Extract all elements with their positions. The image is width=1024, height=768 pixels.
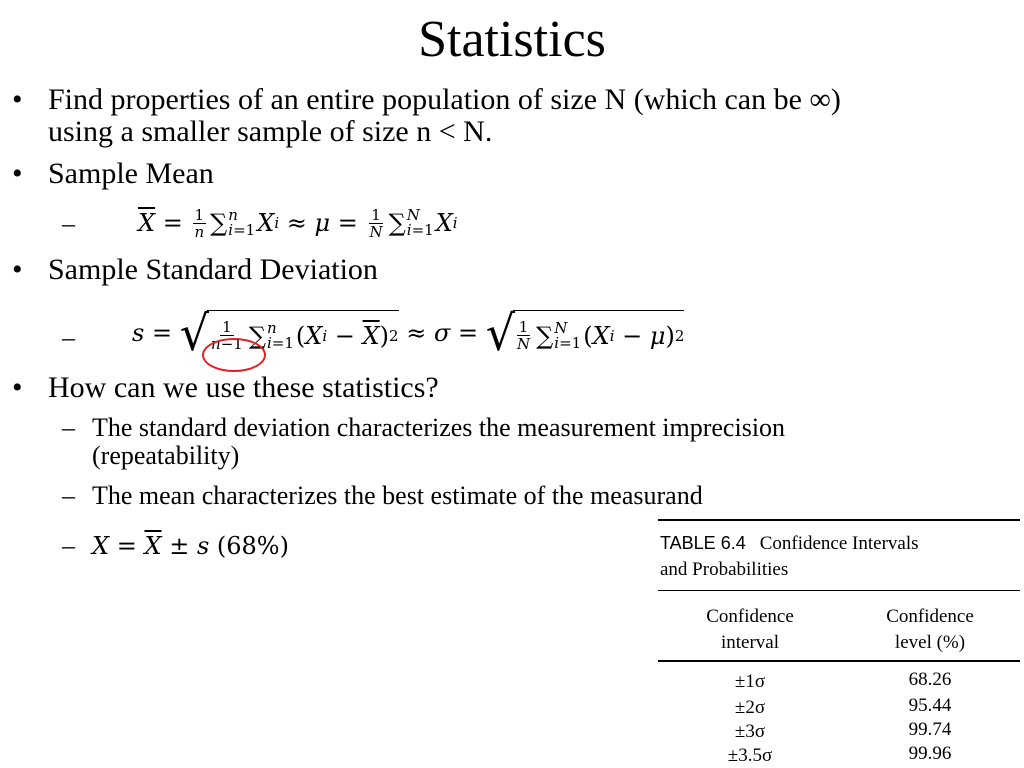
bullet-how-use: How can we use these statistics? <box>48 371 439 404</box>
table-header-bottom-rule <box>658 660 1020 662</box>
table-caption-line2: and Probabilities <box>660 559 789 580</box>
result-equation: X = $\overline{X}$ ± s (68%) <box>92 532 289 560</box>
table-cell-interval: ±2σ <box>734 697 766 718</box>
dash-marker: – <box>62 413 75 442</box>
table-top-rule <box>658 519 1020 521</box>
table-header-top-rule <box>658 590 1020 591</box>
table-cell-interval: ±3.5σ <box>727 745 773 766</box>
table-header-level: Confidence level (%) <box>886 606 974 653</box>
table-cell-level: 99.74 <box>908 719 952 740</box>
dash-marker: – <box>62 481 75 510</box>
sample-mean-equation: $\overline{X}$ = $\frac{1}{n}$ ∑ n i=1 X i ≈ μ = $\frac{1}{N}$ ∑ N i=1 X i <box>138 205 458 241</box>
bullet-population-line1: Find properties of an entire population of size N (which can be ∞) <box>48 83 841 116</box>
table-cell-level: 68.26 <box>908 669 952 690</box>
sub-item-std-dev-line2: (repeatability) <box>92 441 240 470</box>
table-caption <box>660 530 1020 583</box>
dash-marker: – <box>62 531 75 560</box>
table-header-interval: Confidence interval <box>706 606 794 653</box>
bullet-dot: • <box>12 83 23 116</box>
dash-marker: – <box>62 323 75 352</box>
slide-title: Statistics <box>418 11 606 68</box>
bullet-dot: • <box>12 371 23 404</box>
sub-item-mean: The mean characterizes the best estimate of the measurand <box>92 481 703 510</box>
confidence-note: (68%) <box>216 532 289 560</box>
sub-item-std-dev-line1: The standard deviation characterizes the measurement imprecision <box>92 413 786 442</box>
bullet-dot: • <box>12 253 23 286</box>
table-cell-interval: ±3σ <box>734 721 766 742</box>
table-label: TABLE 6.4 <box>660 533 746 553</box>
bullet-sample-std-dev: Sample Standard Deviation <box>48 253 378 286</box>
table-cell-interval: ±1σ <box>734 671 766 692</box>
table-caption-line1: Confidence Intervals <box>759 533 919 554</box>
sample-std-dev-equation: s = √ $\frac{1}{n-1}$ ∑ n i=1 ( X i − $\overline{X}$ ) 2 ≈ σ = √ $\frac{1}{N}$ ∑ N i=1 ( X i − μ ) 2 <box>132 304 685 362</box>
bullet-sample-mean: Sample Mean <box>48 157 214 190</box>
bullet-dot: • <box>12 157 23 190</box>
bullet-population-line2: using a smaller sample of size n < N. <box>48 115 493 148</box>
highlight-circle <box>202 338 266 372</box>
table-cell-level: 99.96 <box>908 743 952 764</box>
dash-marker: – <box>62 209 75 238</box>
table-cell-level: 95.44 <box>908 695 952 716</box>
